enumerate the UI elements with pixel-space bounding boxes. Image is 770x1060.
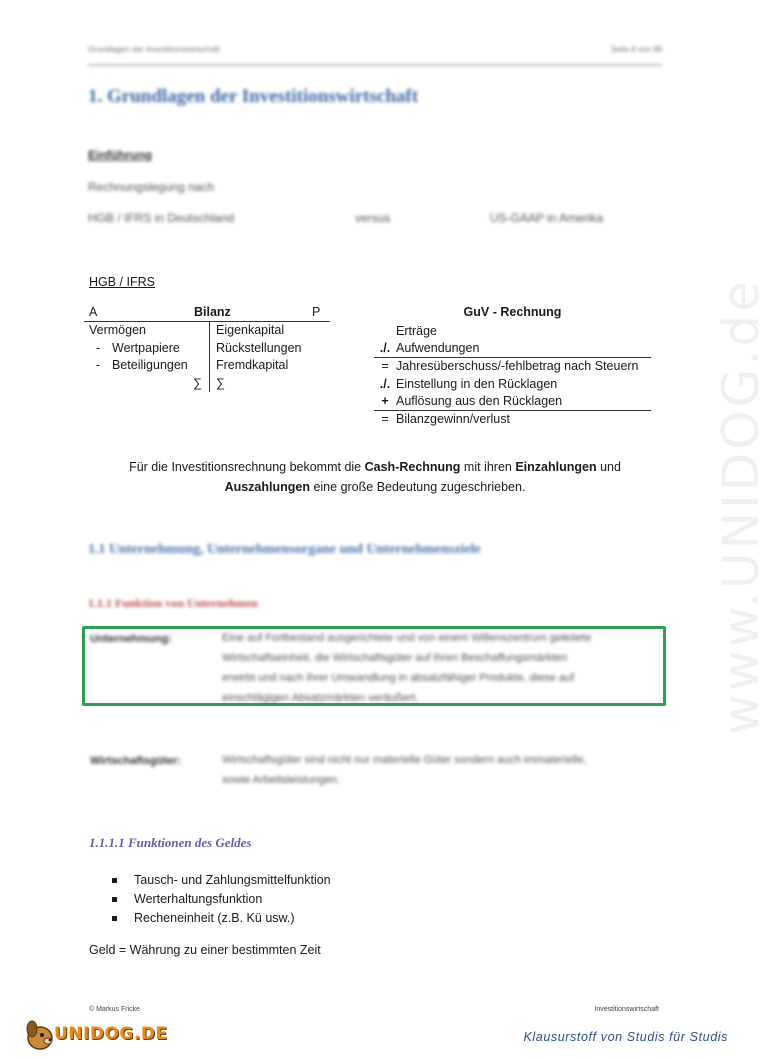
definition-line: Wirtschaftsgüter sind nicht nur materielle Güter sondern auch immaterielle, bbox=[222, 754, 587, 766]
guv-symbol: = bbox=[381, 411, 389, 426]
guv-row bbox=[374, 323, 651, 340]
guv-row bbox=[374, 393, 651, 410]
bilanz-t-account bbox=[84, 305, 330, 390]
geld-definition: Geld = Währung zu einer bestimmten Zeit bbox=[89, 943, 321, 957]
guv-symbol: = bbox=[381, 359, 389, 374]
asset-label: Wertpapiere bbox=[112, 340, 180, 355]
section-label-einfuehrung: Einführung bbox=[88, 148, 152, 162]
guv-label: Bilanzgewinn/verlust bbox=[396, 411, 510, 426]
statement-text: Für die Investitionsrechnung bekommt die bbox=[129, 460, 365, 474]
bilanz-asset-row bbox=[84, 357, 208, 375]
list-item: Werterhaltungsfunktion bbox=[112, 890, 331, 909]
guv-symbol: ./. bbox=[379, 341, 391, 356]
guv-label: Erträge bbox=[396, 324, 437, 338]
list-item: Tausch- und Zahlungsmittelfunktion bbox=[112, 871, 331, 890]
bilanz-passiva-label: P bbox=[312, 305, 321, 319]
definition-line: erwirbt und nach ihrer Umwandlung in absatzfähiger Produkte, diese auf bbox=[222, 672, 575, 684]
bilanz-assets bbox=[84, 322, 208, 392]
definition-line: Eine auf Fortbestand ausgerichtete und von einem Willenszentrum geleitete bbox=[222, 632, 592, 644]
subsubsection-heading: 1.1.1.1 Funktionen des Geldes bbox=[89, 835, 252, 850]
asset-label: Beteiligungen bbox=[112, 358, 188, 372]
statement-text: eine große Bedeutung zugeschrieben. bbox=[309, 480, 526, 494]
bilanz-header bbox=[84, 305, 330, 322]
statement-bold: Einzahlungen bbox=[515, 460, 597, 474]
statement-text: mit ihren bbox=[460, 460, 516, 474]
chapter-heading: 1. Grundlagen der Investitionswirtschaft bbox=[88, 86, 419, 107]
bilanz-liability-row: Fremdkapital bbox=[216, 358, 289, 372]
guv-label: Jahresüberschuss/-fehlbetrag nach Steuern bbox=[396, 359, 639, 374]
asset-label: Vermögen bbox=[89, 323, 146, 337]
definition-body-wirtschaftsgueter bbox=[222, 750, 586, 790]
guv-label: Einstellung in den Rücklagen bbox=[396, 376, 558, 391]
asset-dash: - bbox=[95, 340, 101, 355]
footer-author: © Markus Fricke bbox=[89, 1006, 141, 1013]
bilanz-title: Bilanz bbox=[194, 305, 231, 319]
statement-text: und bbox=[596, 460, 621, 474]
guv-rechnung bbox=[374, 305, 651, 428]
guv-symbol: ./. bbox=[379, 376, 391, 391]
list-item: Recheneinheit (z.B. Kü usw.) bbox=[112, 909, 331, 928]
guv-label: Aufwendungen bbox=[396, 341, 480, 356]
bilanz-asset-row bbox=[84, 322, 208, 340]
hgb-ifrs-title: HGB / IFRS bbox=[89, 275, 155, 289]
statement-bold: Cash-Rechnung bbox=[364, 460, 461, 474]
sum-symbol-left: ∑ bbox=[193, 375, 202, 390]
guv-row bbox=[374, 357, 651, 375]
bilanz-aktiva-label: A bbox=[89, 305, 98, 319]
intro-usgaap: US-GAAP in Amerika bbox=[490, 211, 604, 225]
bilanz-liability-row: Eigenkapital bbox=[216, 323, 285, 337]
brand-tagline: Klausurstoff von Studis für Studis bbox=[523, 1030, 728, 1044]
statement-bold: Auszahlungen bbox=[224, 480, 310, 494]
footer-subject: Investitionswirtschaft bbox=[594, 1006, 659, 1013]
bilanz-sum-right: ∑ bbox=[216, 375, 225, 390]
watermark-text: www.UNIDOG.de bbox=[712, 278, 770, 735]
definition-term-unternehmung: Unternehmung: bbox=[90, 633, 172, 645]
header-page-number: Seite 8 von 98 bbox=[610, 45, 662, 54]
definition-line: Wirtschaftseinheit, die Wirtschaftsgüter auf ihren Beschaffungsmärkten bbox=[222, 652, 568, 664]
definition-term-wirtschaftsgueter: Wirtschaftsgüter: bbox=[90, 755, 181, 767]
intro-hgb: HGB / IFRS in Deutschland bbox=[88, 211, 235, 225]
bilanz-liability-row: Rückstellungen bbox=[216, 340, 302, 355]
section-heading: 1.1 Unternehmung, Unternehmensorgane und Unternehmensziele bbox=[88, 542, 481, 557]
guv-title: GuV - Rechnung bbox=[463, 305, 562, 319]
geld-functions-list bbox=[112, 871, 331, 928]
definition-line: einschlägigen Absatzmärkten veräußert. bbox=[222, 692, 419, 704]
guv-row bbox=[374, 340, 651, 357]
bilanz-sum-left bbox=[84, 375, 208, 393]
intro-versus: versus bbox=[355, 211, 391, 225]
subsection-heading: 1.1.1 Funktion von Unternehmen bbox=[88, 596, 258, 610]
asset-dash: - bbox=[95, 358, 101, 372]
bilanz-liabilities bbox=[209, 322, 330, 392]
cash-statement bbox=[90, 457, 660, 497]
definition-line: sowie Arbeitsleistungen. bbox=[222, 774, 341, 786]
guv-symbol: + bbox=[381, 393, 389, 408]
guv-label: Auflösung aus den Rücklagen bbox=[396, 393, 563, 408]
running-header bbox=[88, 40, 662, 66]
definition-body-unternehmung bbox=[222, 628, 591, 708]
header-left-text: Grundlagen der Investitionswirtschaft bbox=[88, 45, 220, 54]
bilanz-asset-row bbox=[84, 340, 208, 358]
intro-line: Rechnungslegung nach bbox=[88, 180, 215, 194]
guv-row bbox=[374, 410, 651, 428]
guv-row bbox=[374, 376, 651, 393]
brand-logo-text[interactable]: UNIDOG.DE bbox=[54, 1024, 168, 1044]
